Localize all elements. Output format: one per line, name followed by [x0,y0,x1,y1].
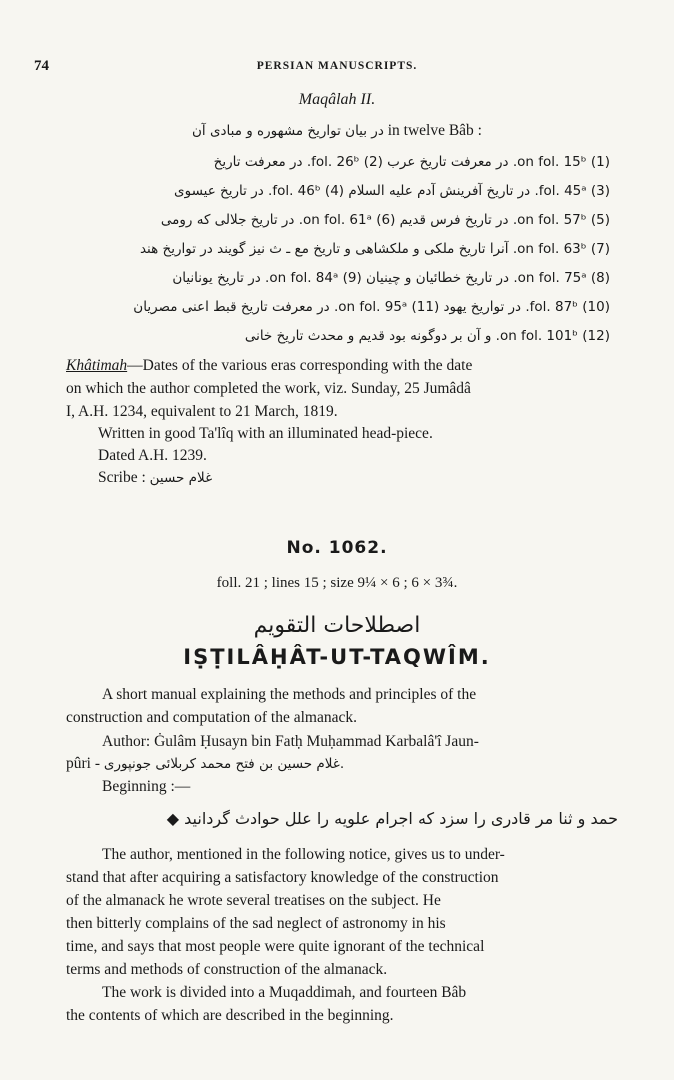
scribe-label: Scribe : [98,469,146,486]
page-number: 74 [34,58,49,74]
author-latin: pûri - [66,755,101,772]
maqalah-heading: Maqâlah II. [298,91,376,108]
notice-line-6: terms and methods of construction of the almanack. [66,961,388,978]
khatimah-line-3: I, A.H. 1234, equivalent to 21 March, 1819. [66,403,338,420]
beginning-persian: حمد و ثنا مر قادری را سزد که اجرام علویه را علل حوادث گردانید ◆ [166,809,618,828]
written-note: Written in good Ta'lîq with an illuminated head-piece. [98,425,433,442]
maqalah-intro-persian: در بیان تواریخ مشهوره و مبادی آن [191,123,384,139]
author-line-2 [66,754,344,774]
work-line-1: The work is divided into a Muqaddimah, and fourteen Bâb [102,984,467,1001]
chapter-line-7-text: (12) on fol. 101ᵇ. و آن بر دوگونه بود قدیم و محدث تاریخ خانی [244,328,610,344]
chapter-line-4-text: (7) on fol. 63ᵇ. آنرا تاریخ ملکی و ملکشاهی و تاریخ مع ـ ث نیز گویند در تواریخ هند [139,241,610,257]
chapter-line-1-text: (1) on fol. 15ᵇ. در معرفت تاریخ عرب (2) fol. 26ᵇ. در معرفت تاریخ [213,154,610,170]
chapter-line-1 [88,152,610,172]
chapter-line-7 [88,326,610,346]
khatimah-line-2: on which the author completed the work, viz. Sunday, 25 Jumâdâ [66,380,471,397]
chapter-line-2 [88,181,610,201]
chapter-line-5 [88,268,610,288]
entry-number: No. 1062. [286,538,388,558]
khatimah-line-1 [66,356,472,376]
description-line-1: A short manual explaining the methods and principles of the [102,686,477,703]
work-line-2: the contents of which are described in the beginning. [66,1007,394,1024]
khatimah-term: Khâtimah [66,357,128,374]
scribe-persian: غلام حسین [149,470,213,486]
chapter-line-6 [88,297,610,317]
maqalah-intro-english: in twelve Bâb : [387,122,482,139]
notice-line-3: of the almanack he wrote several treatises on the subject. He [66,892,441,909]
title-persian: اصطلاحات التقویم [253,613,421,638]
dated-note: Dated A.H. 1239. [98,447,207,464]
chapter-line-3-text: (5) on fol. 57ᵇ. در تاریخ فرس قدیم (6) on fol. 61ᵃ. در تاریخ جلالی که رومی [160,212,610,228]
chapter-line-4 [88,239,610,259]
maqalah-intro [0,121,674,141]
title-roman: IṢṬILÂḤÂT-UT-TAQWÎM. [183,645,491,669]
notice-line-1: The author, mentioned in the following notice, gives us to under- [102,846,505,863]
chapter-line-6-text: (10) fol. 87ᵇ. در تواریخ یهود (11) on fol. 95ᵃ. در معرفت تاریخ قبط اعنی مصریان [133,299,610,315]
chapter-line-3 [88,210,610,230]
author-persian: غلام حسین بن فتح محمد کربلائی جونپوری. [103,756,345,772]
notice-line-4: then bitterly complains of the sad neglect of astronomy in his [66,915,446,932]
running-head: PERSIAN MANUSCRIPTS. [256,60,418,72]
notice-line-5: time, and says that most people were quite ignorant of the technical [66,938,485,955]
description-line-2: construction and computation of the almanack. [66,709,357,726]
entry-collation: foll. 21 ; lines 15 ; size 9¼ × 6 ; 6 × 3¾. [216,575,458,591]
scribe-line [98,468,212,488]
chapter-line-5-text: (8) on fol. 75ᵃ. در تاریخ خطائیان و چینیان (9) on fol. 84ᵃ. در تاریخ یونانیان [172,270,610,286]
author-line-1: Author: Ġulâm Ḥusayn bin Fatḥ Muḥammad Karbalâ'î Jaun- [102,733,479,750]
chapter-line-2-text: (3) fol. 45ᵃ. در تاریخ آفرینش آدم علیه السلام (4) fol. 46ᵇ. در تاریخ عیسوی [174,183,610,199]
khatimah-text-1: —Dates of the various eras corresponding with the date [127,357,473,374]
page-header [34,58,640,78]
beginning-label: Beginning :— [102,778,191,795]
notice-line-2: stand that after acquiring a satisfactory knowledge of the construction [66,869,499,886]
